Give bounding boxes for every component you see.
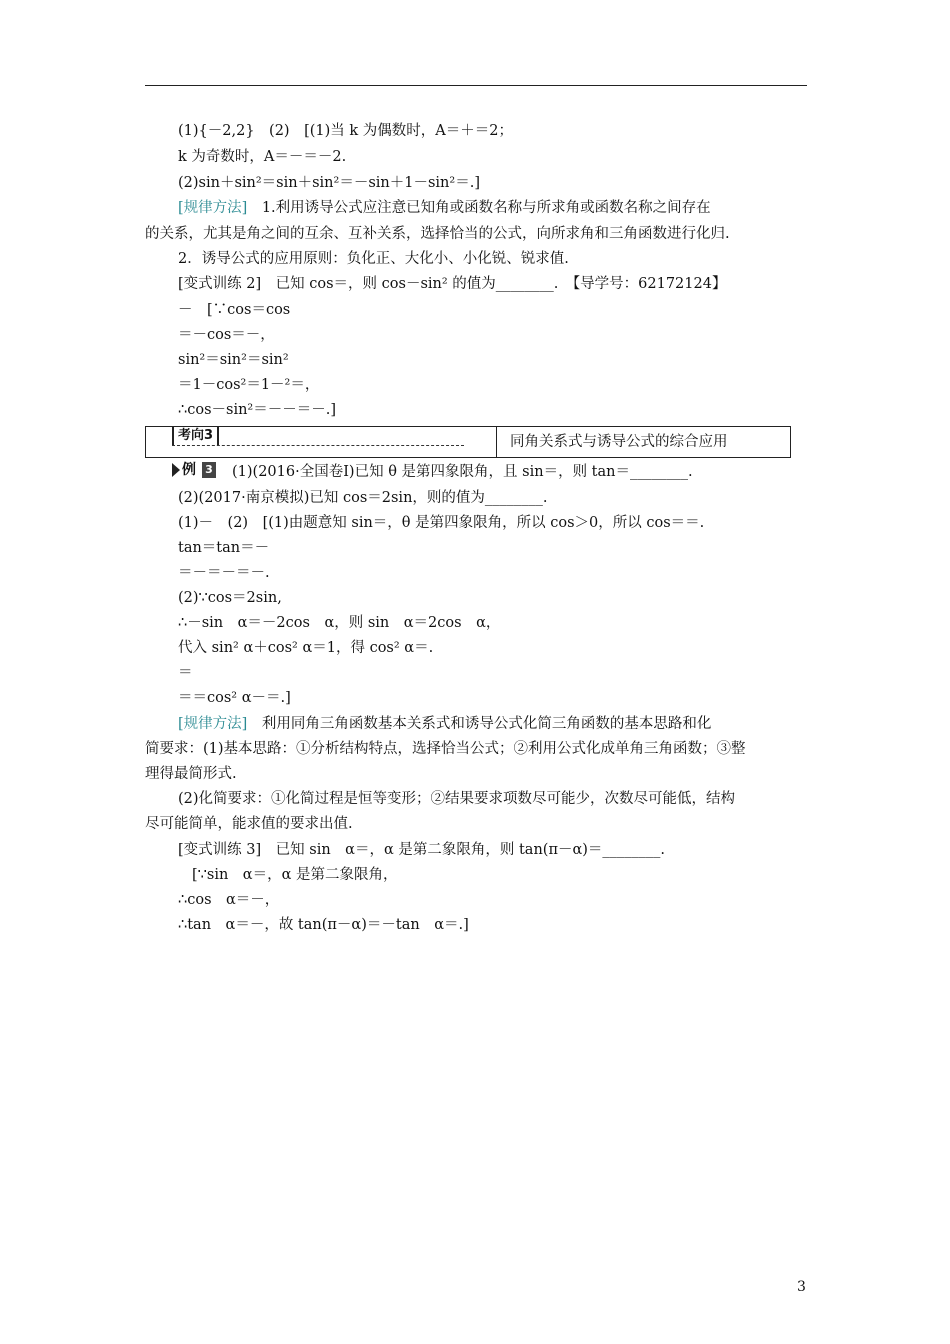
example-solution-5: ∴－sin α＝－2cos α，则 sin α＝2cos α， [178, 615, 501, 631]
exercise-2-line-2: ＝－cos＝－， [178, 327, 275, 343]
answer-line-2: k 为奇数时，A＝－＝－2. [178, 149, 347, 165]
page-number: 3 [797, 1279, 806, 1295]
method2-line-5: 尽可能简单，能求值的要求出值. [145, 816, 353, 832]
section-header-box [145, 426, 791, 458]
example-word: 例 [182, 462, 196, 478]
exercise-3-line-3: ∴tan α＝－，故 tan(π－α)＝－tan α＝.] [178, 917, 469, 933]
section-tag-area [146, 427, 494, 457]
example-arrow-icon [172, 463, 180, 477]
example-question-2: (2)(2017·南京模拟)已知 cos＝2sin，则的值为________. [178, 490, 548, 506]
method-line-3: 2．诱导公式的应用原则：负化正、大化小、小化锐、锐求值. [178, 251, 569, 267]
method2-line-4: (2)化简要求：①化简过程是恒等变形；②结果要求项数尽可能少，次数尽可能低，结构 [178, 791, 736, 807]
exercise-3-question: [变式训练 3] 已知 sin α＝，α 是第二象限角，则 tan(π－α)＝________. [178, 842, 666, 858]
exercise-3-line-2: ∴cos α＝－， [178, 892, 280, 908]
example-solution-7: ＝ [178, 665, 193, 681]
header-rule [145, 85, 807, 86]
section-divider [496, 427, 497, 457]
example-solution-3: ＝－＝－＝－. [178, 565, 270, 581]
example-solution-8: ＝＝cos² α－＝.] [178, 690, 291, 706]
example-solution-2: tan＝tan＝－ [178, 540, 270, 556]
exercise-2-line-3: sin²＝sin²＝sin² [178, 352, 289, 368]
method2-line-2: 简要求：(1)基本思路：①分析结构特点，选择恰当公式；②利用公式化成单角三角函数；③整 [145, 741, 746, 757]
example-solution-1: (1)－ (2) [(1)由题意知 sin＝，θ 是第四象限角，所以 cos＞0，所以 cos＝＝. [178, 515, 705, 531]
section-title: 同角关系式与诱导公式的综合应用 [510, 434, 728, 450]
example-question-1: (1)(2016·全国卷Ⅰ)已知 θ 是第四象限角，且 sin＝，则 tan＝________. [232, 464, 693, 480]
exercise-2-question: [变式训练 2] 已知 cos＝，则 cos－sin² 的值为________. 【导学号：62172124】 [178, 276, 727, 292]
exercise-2-line-5: ∴cos－sin²＝－－＝－.] [178, 402, 337, 418]
example-number: 3 [202, 462, 216, 478]
exercise-2-line-1: － [∵cos＝cos [178, 302, 291, 318]
example-solution-6: 代入 sin² α＋cos² α＝1，得 cos² α＝. [178, 640, 434, 656]
method2-line-1 [178, 714, 711, 734]
section-dashed-line [172, 445, 464, 446]
example-solution-4: (2)∵cos＝2sin, [178, 590, 282, 606]
method-text: 1.利用诱导公式应注意已知角或函数名称与所求角或函数名称之间存在 [247, 200, 711, 216]
method-tag: [规律方法] [178, 200, 248, 216]
exercise-2-line-4: ＝1－cos²＝1－²＝， [178, 377, 320, 393]
example-tag [172, 460, 226, 480]
method2-text: 利用同角三角函数基本关系式和诱导公式化简三角函数的基本思路和化 [247, 716, 712, 732]
exercise-3-line-1: [∵sin α＝，α 是第二象限角， [192, 867, 398, 883]
answer-line-1: (1){－2,2} (2) [(1)当 k 为偶数时，A＝＋＝2； [178, 123, 513, 139]
answer-line-3: (2)sin＋sin²＝sin＋sin²＝－sin＋1－sin²＝.] [178, 175, 480, 191]
method2-tag: [规律方法] [178, 716, 248, 732]
method-line-1 [178, 198, 711, 218]
method-line-2: 的关系，尤其是角之间的互余、互补关系，选择恰当的公式，向所求角和三角函数进行化归. [145, 226, 730, 242]
method2-line-3: 理得最简形式. [145, 766, 237, 782]
section-tag: 考向3 [172, 427, 219, 445]
